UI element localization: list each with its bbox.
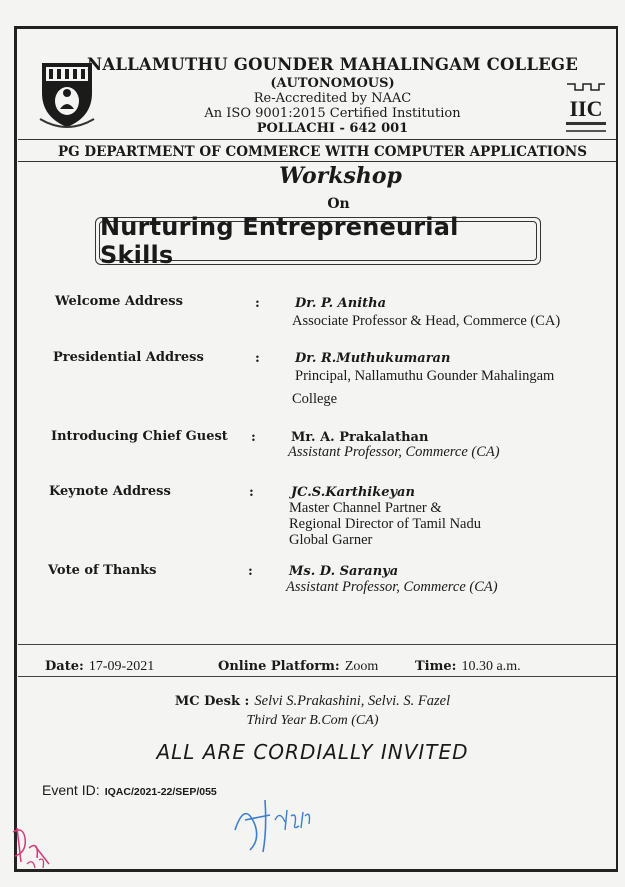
- signature-mark: [225, 790, 335, 855]
- mc-label: MC Desk :: [174, 694, 250, 709]
- speaker-name: Dr. R.Muthukumaran: [295, 351, 451, 366]
- date-value: 17-09-2021: [88, 659, 155, 674]
- autonomous-label: (AUTONOMOUS): [270, 76, 395, 91]
- date-label: Date:: [45, 659, 84, 674]
- speaker-name: Mr. A. Prakalathan: [291, 430, 429, 445]
- platform-value: Zoom: [344, 659, 379, 674]
- program-label: Presidential Address: [53, 350, 204, 365]
- event-id-value: IQAC/2021-22/SEP/055: [104, 786, 217, 798]
- event-date: [45, 655, 154, 675]
- speaker-designation: Assistant Professor, Commerce (CA): [286, 579, 498, 595]
- time-value: 10.30 a.m.: [461, 659, 521, 674]
- college-name: NALLAMUTHU GOUNDER MAHALINGAM COLLEGE: [87, 55, 578, 74]
- program-colon: :: [255, 351, 260, 366]
- department-name: PG DEPARTMENT OF COMMERCE WITH COMPUTER APPLICATIONS: [58, 144, 587, 160]
- program-colon: :: [248, 564, 253, 579]
- event-on-label: On: [327, 196, 350, 212]
- speaker-designation: Master Channel Partner &: [289, 500, 442, 516]
- event-id: [42, 780, 217, 799]
- svg-text:IIC: IIC: [569, 96, 603, 121]
- header-divider-bottom: [18, 161, 616, 162]
- event-platform: [218, 655, 378, 675]
- invitation-text: ALL ARE CORDIALLY INVITED: [156, 740, 469, 764]
- platform-label: Online Platform:: [218, 659, 340, 674]
- speaker-designation: Assistant Professor, Commerce (CA): [288, 444, 500, 460]
- speaker-designation: Regional Director of Tamil Nadu: [289, 516, 481, 532]
- speaker-name: Ms. D. Saranya: [289, 564, 399, 579]
- iso-text: An ISO 9001:2015 Certified Institution: [204, 106, 461, 121]
- time-label: Time:: [415, 659, 457, 674]
- program-colon: :: [255, 296, 260, 311]
- details-divider-bottom: [18, 676, 616, 677]
- speaker-designation: Principal, Nallamuthu Gounder Mahalingam: [295, 368, 555, 384]
- details-divider-top: [18, 644, 616, 645]
- program-label: Introducing Chief Guest: [51, 429, 228, 444]
- speaker-designation: Global Garner: [289, 532, 373, 548]
- speaker-designation: Associate Professor & Head, Commerce (CA): [292, 313, 561, 329]
- mc-names: Selvi S.Prakashini, Selvi. S. Fazel: [254, 693, 451, 709]
- header-divider-top: [18, 139, 616, 140]
- program-label: Keynote Address: [49, 484, 171, 499]
- event-title: Nurturing Entrepreneurial Skills: [100, 213, 459, 269]
- program-colon: :: [249, 485, 254, 500]
- event-time: [415, 655, 521, 675]
- event-id-label: Event ID:: [42, 782, 100, 798]
- speaker-name: JC.S.Karthikeyan: [291, 485, 415, 500]
- event-title-box: [95, 213, 541, 269]
- speaker-designation: College: [292, 391, 338, 407]
- program-label: Welcome Address: [55, 294, 183, 309]
- accreditation-text: Re-Accredited by NAAC: [253, 91, 412, 106]
- initials-mark: [5, 818, 60, 873]
- program-colon: :: [251, 430, 256, 445]
- event-type: Workshop: [279, 163, 402, 189]
- mc-desk: [0, 690, 625, 710]
- program-label: Vote of Thanks: [48, 563, 157, 578]
- city-text: POLLACHI - 642 001: [256, 121, 409, 136]
- mc-class: Third Year B.Com (CA): [246, 713, 379, 728]
- speaker-name: Dr. P. Anitha: [295, 296, 387, 311]
